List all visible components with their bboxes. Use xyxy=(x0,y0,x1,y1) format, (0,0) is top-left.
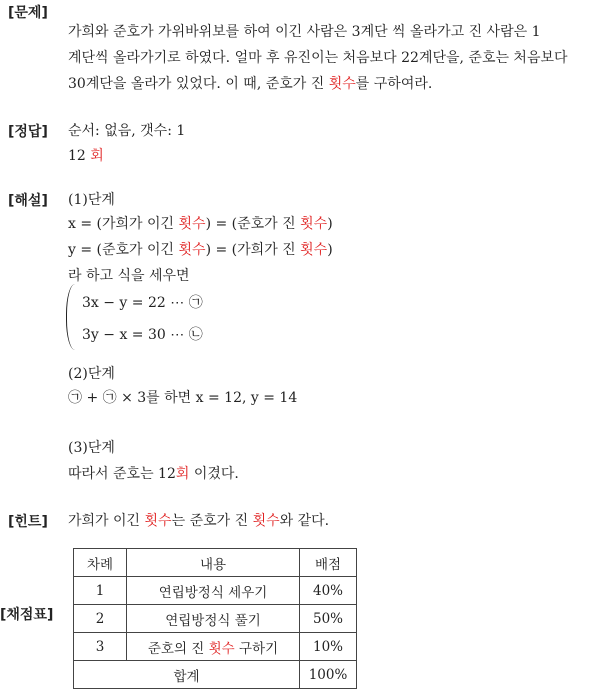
problem-label: [문제] xyxy=(8,5,48,21)
row-content: 연립방정식 풀기 xyxy=(127,605,300,633)
row-points: 10% xyxy=(300,633,357,661)
row-order: 3 xyxy=(74,633,127,661)
table-row xyxy=(74,605,357,633)
step-3-text: 따라서 준호는 12회 이겼다. xyxy=(68,466,239,482)
problem-line-2: 계단씩 올라가기로 하였다. 얼마 후 유진이는 처음보다 22계단을, 준호는 처음보다 xyxy=(68,50,568,66)
row-order: 1 xyxy=(74,577,127,605)
header-points: 배점 xyxy=(300,549,357,577)
answer-meta: 순서: 없음, 갯수: 1 xyxy=(68,123,186,139)
step-2-title: (2)단계 xyxy=(68,366,115,382)
equation-y-definition: y = (준호가 이긴 횟수) = (가희가 진 횟수) xyxy=(68,242,333,258)
answer-value: 12 회 xyxy=(68,148,104,164)
header-content: 내용 xyxy=(127,549,300,577)
scoring-table xyxy=(73,548,357,689)
hint-label: [힌트] xyxy=(8,514,48,530)
table-row xyxy=(74,577,357,605)
hint-text: 가희가 이긴 횟수는 준호가 진 횟수와 같다. xyxy=(68,513,330,529)
problem-line-3: 30계단을 올라가 있었다. 이 때, 준호가 진 횟수를 구하여라. xyxy=(68,76,433,92)
problem-line-1: 가희와 준호가 가위바위보를 하여 이긴 사람은 3계단 씩 올라가고 진 사람은 1 xyxy=(68,24,541,40)
header-order: 차례 xyxy=(74,549,127,577)
row-points: 50% xyxy=(300,605,357,633)
step-1-title: (1)단계 xyxy=(68,192,115,208)
table-row xyxy=(74,633,357,661)
system-equation-1: 3x − y = 22 ⋯ ㉠ xyxy=(82,295,203,311)
equation-x-definition: x = (가희가 이긴 횟수) = (준호가 진 횟수) xyxy=(68,216,333,232)
total-label: 합계 xyxy=(74,661,300,689)
row-content: 연립방정식 세우기 xyxy=(127,577,300,605)
explanation-label: [해설] xyxy=(8,193,48,209)
setup-text: 라 하고 식을 세우면 xyxy=(68,268,190,284)
row-content: 준호의 진 횟수 구하기 xyxy=(127,633,300,661)
scoring-label: [채점표] xyxy=(0,607,54,623)
system-equation-2: 3y − x = 30 ⋯ ㉡ xyxy=(82,327,203,343)
total-points: 100% xyxy=(300,661,357,689)
row-points: 40% xyxy=(300,577,357,605)
system-brace xyxy=(66,284,77,350)
table-header-row xyxy=(74,549,357,577)
answer-label: [정답] xyxy=(8,124,48,140)
table-total-row xyxy=(74,661,357,689)
step-3-title: (3)단계 xyxy=(68,440,115,456)
row-order: 2 xyxy=(74,605,127,633)
step-2-text: ㉠ + ㉠ × 3를 하면 x = 12, y = 14 xyxy=(68,390,298,406)
